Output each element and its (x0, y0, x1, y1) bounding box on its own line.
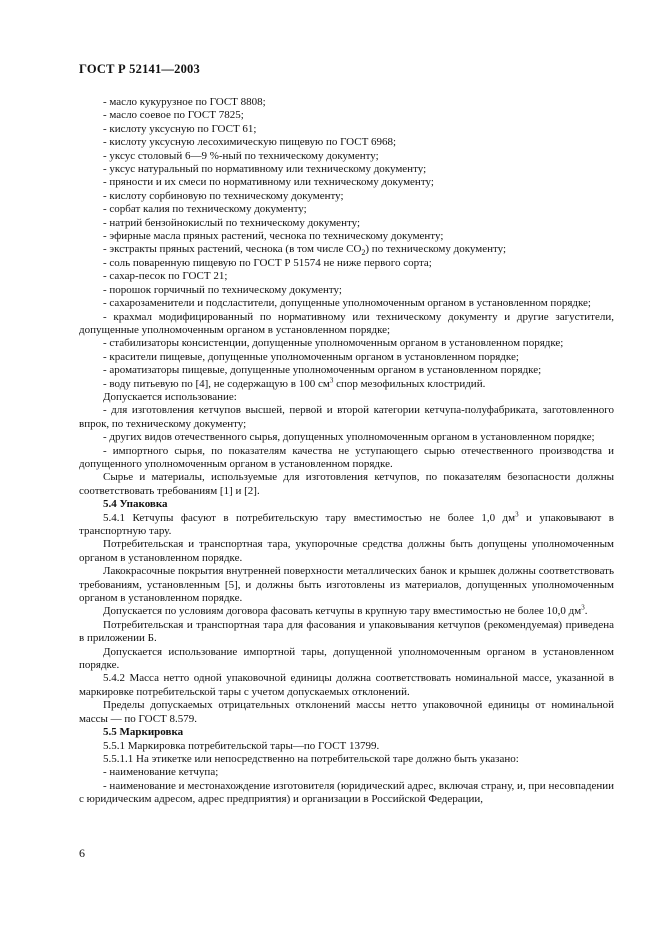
paragraph-text: - наименование и местонахождение изготовителя (юридический адрес, включая страну, и, при несовпадении с юридическим адресом, адрес предприятия) и организации в Российской Федерации, (79, 779, 614, 806)
paragraph (79, 190, 614, 203)
paragraph (79, 753, 614, 766)
paragraph-text: - порошок горчичный по техническому документу; (103, 283, 342, 296)
paragraph (79, 766, 614, 779)
paragraph (79, 431, 614, 444)
paragraph (79, 471, 614, 498)
paragraph (79, 123, 614, 136)
paragraph (79, 297, 614, 310)
paragraph-text-tail: ) по техническому документу; (365, 243, 507, 256)
paragraph-text: - импортного сырья, по показателям качества не уступающего сырью отечественного производства и допущенного уполномоченным органом в установленном порядке. (79, 444, 614, 470)
paragraph-text: Потребительская и транспортная тара для фасования и упаковывания кетчупов (рекомендуемая) приведена в приложении Б. (79, 618, 614, 645)
paragraph-text: - для изготовления кетчупов высшей, первой и второй категории кетчупа-полуфабриката, заготовленного впрок, по техническому документу; (79, 404, 614, 430)
superscript: 3 (515, 509, 519, 518)
paragraph-text: - красители пищевые, допущенные уполномоченным органом в установленном порядке; (103, 350, 519, 363)
paragraph-text-tail: спор мезофильных клостридий. (333, 377, 486, 390)
paragraph (79, 257, 614, 270)
paragraph-text: - ароматизаторы пищевые, допущенные уполномоченным органом в установленном порядке; (103, 364, 542, 377)
paragraph-text: 5.4.1 Кетчупы фасуют в потребительскую тару вместимостью не более 1,0 дм (103, 511, 516, 524)
paragraph (79, 217, 614, 230)
paragraph-text: 5.5.1.1 На этикетке или непосредственно на потребительской таре должно быть указано: (103, 752, 519, 765)
document-body (79, 96, 614, 807)
superscript: 3 (581, 603, 585, 612)
paragraph (79, 375, 614, 391)
paragraph (79, 150, 614, 163)
paragraph-text: Допускается использование: (103, 390, 237, 403)
paragraph (79, 605, 614, 618)
paragraph-text: Лакокрасочные покрытия внутренней поверхности металлических банок и крышек должны соответствовать требованиям, установленным [5], и должны быть изготовлены из материалов, допущенных уполномоченным органом в установленном порядке. (79, 565, 614, 605)
paragraph-text: Допускается по условиям договора фасовать кетчупы в крупную тару вместимостью не более 10,0 дм (103, 605, 582, 618)
paragraph-text-tail: и упаковывают в транспортную тару. (79, 511, 614, 537)
paragraph-text: 5.4 Упаковка (103, 498, 168, 511)
paragraph-text: - стабилизаторы консистенции, допущенные уполномоченным органом в установленном порядке; (103, 337, 564, 350)
paragraph (79, 163, 614, 176)
paragraph (79, 565, 614, 605)
paragraph-text: Сырье и материалы, используемые для изготовления кетчупов, по показателям безопасности должны соответствовать требованиям [1] и [2]. (79, 471, 614, 497)
paragraph-text: - сахар-песок по ГОСТ 21; (103, 270, 228, 283)
paragraph-text-tail: . (584, 605, 588, 618)
subscript: 2 (361, 248, 366, 258)
paragraph-text: Пределы допускаемых отрицательных отклонений массы нетто упаковочной единицы от номинальной массы — по ГОСТ 8.579. (79, 699, 614, 725)
paragraph (79, 96, 614, 109)
paragraph-text: 5.5 Маркировка (103, 726, 184, 739)
paragraph-text: - наименование кетчупа; (103, 766, 219, 779)
paragraph (79, 230, 614, 243)
paragraph (79, 445, 614, 472)
paragraph-text: - сахарозаменители и подсластители, допущенные уполномоченным органом в установленном порядке; (103, 297, 591, 310)
paragraph-text: 5.4.2 Масса нетто одной упаковочной единицы должна соответствовать номинальной массе, указанной в маркировке потребительской тары с учетом допускаемых отклонений. (79, 672, 614, 698)
paragraph (79, 337, 614, 350)
paragraph (79, 780, 614, 807)
paragraph-text: - пряности и их смеси по нормативному или техническому документу; (103, 176, 434, 189)
paragraph (79, 311, 614, 338)
paragraph-text: - кислоту уксусную по ГОСТ 61; (103, 122, 257, 135)
paragraph-text: - крахмал модифицированный по нормативному или техническому документу и другие загустители, допущенные уполномоченным органом в установленном порядке; (79, 310, 614, 336)
paragraph-text: - воду питьевую по [4], не содержащую в 100 см (103, 377, 330, 390)
paragraph (79, 136, 614, 149)
paragraph-text: - сорбат калия по техническому документу; (103, 203, 307, 216)
paragraph (79, 538, 614, 565)
page-number: 6 (79, 846, 85, 860)
paragraph (79, 391, 614, 404)
paragraph (79, 176, 614, 189)
paragraph (79, 699, 614, 726)
paragraph (79, 740, 614, 753)
section-heading (79, 726, 614, 739)
superscript: 3 (329, 375, 334, 384)
paragraph-text: - кислоту уксусную лесохимическую пищевую по ГОСТ 6968; (103, 136, 397, 149)
paragraph-text: - уксус натуральный по нормативному или техническому документу; (103, 163, 427, 176)
paragraph (79, 672, 614, 699)
paragraph-text: Потребительская и транспортная тара, укупорочные средства должны быть допущены уполномоченным органом в установленном порядке. (79, 538, 614, 564)
paragraph-text: - масло кукурузное по ГОСТ 8808; (103, 96, 266, 108)
paragraph (79, 109, 614, 122)
paragraph (79, 619, 614, 646)
paragraph-text: - кислоту сорбиновую по техническому документу; (103, 189, 344, 202)
paragraph (79, 203, 614, 216)
paragraph-text: Допускается использование импортной тары, допущенной уполномоченным органом в установленном порядке. (79, 645, 614, 672)
paragraph (79, 509, 614, 539)
paragraph (79, 284, 614, 297)
paragraph (79, 243, 614, 256)
paragraph-text: - экстракты пряных растений, чеснока (в том числе CO (103, 243, 362, 256)
paragraph (79, 404, 614, 431)
paragraph (79, 646, 614, 673)
paragraph (79, 351, 614, 364)
paragraph-text: - натрий бензойнокислый по техническому документу; (103, 216, 361, 229)
document-header: ГОСТ Р 52141—2003 (79, 62, 200, 76)
paragraph-text: - других видов отечественного сырья, допущенных уполномоченным органом в установленном порядке; (103, 431, 595, 444)
section-heading (79, 498, 614, 511)
paragraph-text: 5.5.1 Маркировка потребительской тары—по ГОСТ 13799. (103, 739, 380, 752)
paragraph (79, 364, 614, 377)
paragraph-text: - эфирные масла пряных растений, чеснока по техническому документу; (103, 230, 444, 243)
paragraph (79, 270, 614, 283)
paragraph-text: - соль поваренную пищевую по ГОСТ Р 51574 не ниже первого сорта; (103, 256, 432, 269)
paragraph-text: - уксус столовый 6—9 %-ный по техническому документу; (103, 149, 379, 162)
paragraph-text: - масло соевое по ГОСТ 7825; (103, 109, 244, 122)
